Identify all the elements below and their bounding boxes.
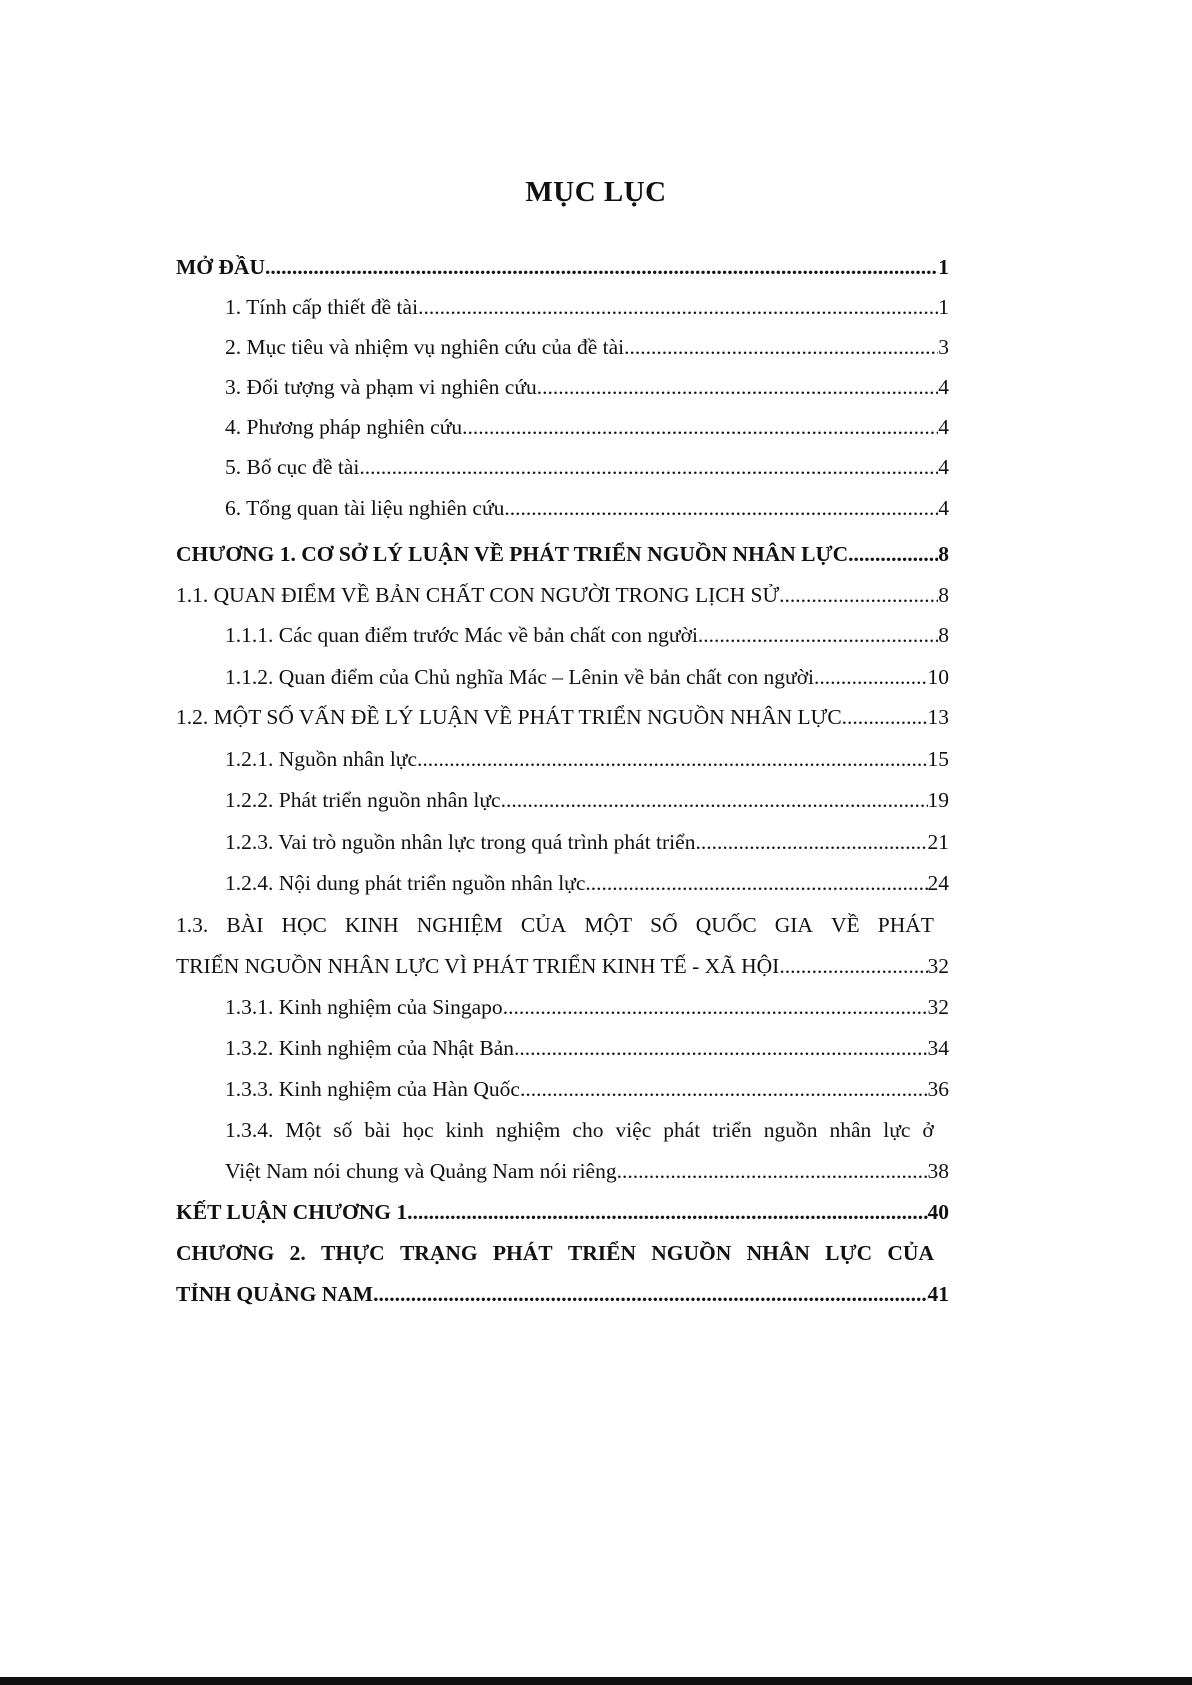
- toc-entry-page: 10: [927, 665, 949, 689]
- toc-entry-page: 36: [927, 1077, 949, 1101]
- word: PHÁT: [877, 913, 934, 937]
- toc-entry-1-1-2[interactable]: [225, 660, 949, 694]
- toc-entry-label: 6. Tổng quan tài liệu nghiên cứu: [225, 496, 505, 520]
- toc-entry-label: TỈNH QUẢNG NAM: [176, 1282, 374, 1306]
- toc-entry-label: 1.2.3. Vai trò nguồn nhân lực trong quá trình phát triển: [225, 830, 696, 854]
- toc-entry-label: TRIỂN NGUỒN NHÂN LỰC VÌ PHÁT TRIỂN KINH TẾ - XÃ HỘI: [176, 954, 780, 978]
- toc-entry-label: 1.1.2. Quan điểm của Chủ nghĩa Mác – Lênin về bản chất con người: [225, 665, 815, 689]
- word: triển: [712, 1118, 752, 1142]
- dot-leader: [407, 1195, 927, 1229]
- word: KINH: [344, 913, 399, 937]
- dot-leader: [514, 1031, 927, 1065]
- toc-entry-page: 1: [938, 255, 949, 279]
- toc-entry-section-1[interactable]: [225, 290, 949, 324]
- toc-entry-section-5[interactable]: [225, 450, 949, 484]
- word: NHÂN: [746, 1241, 810, 1265]
- toc-entry-label: CHƯƠNG 1. CƠ SỞ LÝ LUẬN VỀ PHÁT TRIỂN NGUỒN NHÂN LỰC: [176, 542, 849, 566]
- word: TRIỂN: [567, 1241, 636, 1265]
- toc-entry-1-1[interactable]: [176, 578, 949, 612]
- word: việc: [615, 1118, 652, 1142]
- word: CHƯƠNG: [176, 1241, 275, 1265]
- page-title: MỤC LỤC: [525, 176, 667, 208]
- word: GIA: [774, 913, 813, 937]
- dot-leader: [265, 250, 938, 284]
- toc-entry-1-3-2[interactable]: [225, 1031, 949, 1065]
- toc-entry-label: MỞ ĐẦU: [176, 255, 265, 279]
- toc-entry-1-2-3[interactable]: [225, 825, 949, 859]
- dot-leader: [503, 990, 928, 1024]
- toc-entry-1-3-line-1[interactable]: [176, 908, 934, 942]
- dot-leader: [779, 578, 938, 612]
- toc-entry-page: 15: [927, 747, 949, 771]
- word: phát: [663, 1118, 701, 1142]
- toc-entry-conclusion-chapter-1[interactable]: [176, 1195, 949, 1229]
- toc-entry-section-3[interactable]: [225, 370, 949, 404]
- word: CỦA: [887, 1241, 934, 1265]
- word: nhân: [829, 1118, 872, 1142]
- word: nghiệm: [495, 1118, 561, 1142]
- toc-entry-page: 41: [927, 1282, 949, 1306]
- toc-entry-label: 1.2.1. Nguồn nhân lực: [225, 747, 417, 771]
- word: PHÁT: [492, 1241, 553, 1265]
- toc-entry-label: 1.2.4. Nội dung phát triển nguồn nhân lực: [225, 871, 586, 895]
- word: SỐ: [650, 913, 678, 937]
- toc-entry-mo-dau[interactable]: [176, 250, 949, 284]
- toc-entry-label: 1.3.2. Kinh nghiệm của Nhật Bản: [225, 1036, 515, 1060]
- toc-entry-1-2-2[interactable]: [225, 783, 949, 817]
- toc-entry-page: 24: [927, 871, 949, 895]
- toc-entry-page: 4: [938, 496, 949, 520]
- toc-entry-chapter-2-line-1[interactable]: [176, 1236, 934, 1270]
- toc-entry-page: 21: [927, 830, 949, 854]
- toc-entry-label: 1.2. MỘT SỐ VẤN ĐỀ LÝ LUẬN VỀ PHÁT TRIỂN NGUỒN NHÂN LỰC: [176, 705, 842, 729]
- toc-entry-label: 4. Phương pháp nghiên cứu: [225, 415, 463, 439]
- word: 1.3.: [176, 913, 209, 937]
- toc-entry-page: 40: [927, 1200, 949, 1224]
- word: NGUỒN: [651, 1241, 732, 1265]
- toc-entry-page: 8: [938, 623, 949, 647]
- toc-entry-page: 19: [927, 788, 949, 812]
- toc-entry-1-3[interactable]: [176, 949, 949, 983]
- word: TRẠNG: [399, 1241, 478, 1265]
- toc-entry-1-2-1[interactable]: [225, 742, 949, 776]
- toc-entry-label: 1.3.1. Kinh nghiệm của Singapo: [225, 995, 503, 1019]
- toc-entry-label: 1.3.3. Kinh nghiệm của Hàn Quốc: [225, 1077, 520, 1101]
- toc-entry-label: 5. Bố cục đề tài: [225, 455, 360, 479]
- word: LỰC: [825, 1241, 873, 1265]
- word: lực: [883, 1118, 911, 1142]
- toc-entry-page: 4: [938, 415, 949, 439]
- toc-entry-1-3-3[interactable]: [225, 1072, 949, 1106]
- word: QUỐC: [695, 913, 757, 937]
- dot-leader: [418, 290, 938, 324]
- toc-entry-label: Việt Nam nói chung và Quảng Nam nói riêng: [225, 1159, 617, 1183]
- dot-leader: [617, 1154, 928, 1188]
- word: kinh: [445, 1118, 484, 1142]
- dot-leader: [504, 491, 938, 525]
- dot-leader: [624, 330, 938, 364]
- word: bài: [364, 1118, 391, 1142]
- toc-entry-label: 1. Tính cấp thiết đề tài: [225, 295, 419, 319]
- toc-entry-label: 1.1.1. Các quan điểm trước Mác về bản chất con người: [225, 623, 698, 647]
- toc-entry-label: KẾT LUẬN CHƯƠNG 1: [176, 1200, 408, 1224]
- dot-leader: [462, 410, 938, 444]
- word: NGHIỆM: [416, 913, 503, 937]
- word: cho: [572, 1118, 604, 1142]
- word: HỌC: [281, 913, 327, 937]
- toc-entry-1-3-4-line-1[interactable]: [225, 1113, 934, 1147]
- dot-leader: [814, 660, 927, 694]
- toc-entry-label: 1.2.2. Phát triển nguồn nhân lực: [225, 788, 501, 812]
- word: CỦA: [520, 913, 567, 937]
- toc-entry-1-3-4[interactable]: [225, 1154, 949, 1188]
- word: số: [333, 1118, 353, 1142]
- toc-entry-section-4[interactable]: [225, 410, 949, 444]
- toc-entry-label: 1.1. QUAN ĐIỂM VỀ BẢN CHẤT CON NGƯỜI TRONG LỊCH SỬ: [176, 583, 780, 607]
- dot-leader: [373, 1277, 927, 1311]
- dot-leader: [848, 537, 938, 571]
- dot-leader: [585, 866, 927, 900]
- word: nguồn: [763, 1118, 818, 1142]
- toc-entry-page: 34: [927, 1036, 949, 1060]
- word: MỘT: [584, 913, 633, 937]
- toc-entry-chapter-2[interactable]: [176, 1277, 949, 1311]
- toc-entry-page: 8: [938, 583, 949, 607]
- toc-entry-page: 13: [927, 705, 949, 729]
- toc-entry-label: 2. Mục tiêu và nhiệm vụ nghiên cứu của đề tài: [225, 335, 625, 359]
- dot-leader: [417, 742, 928, 776]
- toc-entry-1-3-1[interactable]: [225, 990, 949, 1024]
- dot-leader: [842, 700, 928, 734]
- dot-leader: [695, 825, 927, 859]
- dot-leader: [359, 450, 938, 484]
- toc-entry-page: 38: [927, 1159, 949, 1183]
- dot-leader: [698, 618, 938, 652]
- toc-entry-1-2-4[interactable]: [225, 866, 949, 900]
- toc-entry-page: 4: [938, 455, 949, 479]
- toc-entry-chapter-1[interactable]: [176, 537, 949, 571]
- toc-entry-page: 4: [938, 375, 949, 399]
- word: VỀ: [831, 913, 860, 937]
- word: BÀI: [226, 913, 264, 937]
- word: THỰC: [321, 1241, 385, 1265]
- toc-entry-label: 3. Đối tượng và phạm vi nghiên cứu: [225, 375, 537, 399]
- toc-entry-page: 3: [938, 335, 949, 359]
- dot-leader: [501, 783, 928, 817]
- word: 1.3.4.: [225, 1118, 274, 1142]
- toc-entry-page: 32: [927, 954, 949, 978]
- toc-entry-page: 8: [938, 542, 949, 566]
- toc-entry-page: 1: [938, 295, 949, 319]
- dot-leader: [779, 949, 927, 983]
- toc-entry-page: 32: [927, 995, 949, 1019]
- dot-leader: [520, 1072, 928, 1106]
- toc-entry-1-1-1[interactable]: [225, 618, 949, 652]
- toc-entry-1-2[interactable]: [176, 700, 949, 734]
- bottom-edge-bar: [0, 1677, 1192, 1685]
- toc-entry-section-6[interactable]: [225, 491, 949, 525]
- word: Một: [285, 1118, 322, 1142]
- toc-entry-section-2[interactable]: [225, 330, 949, 364]
- word: ở: [922, 1118, 934, 1142]
- word: 2.: [289, 1241, 306, 1265]
- word: học: [402, 1118, 434, 1142]
- dot-leader: [537, 370, 939, 404]
